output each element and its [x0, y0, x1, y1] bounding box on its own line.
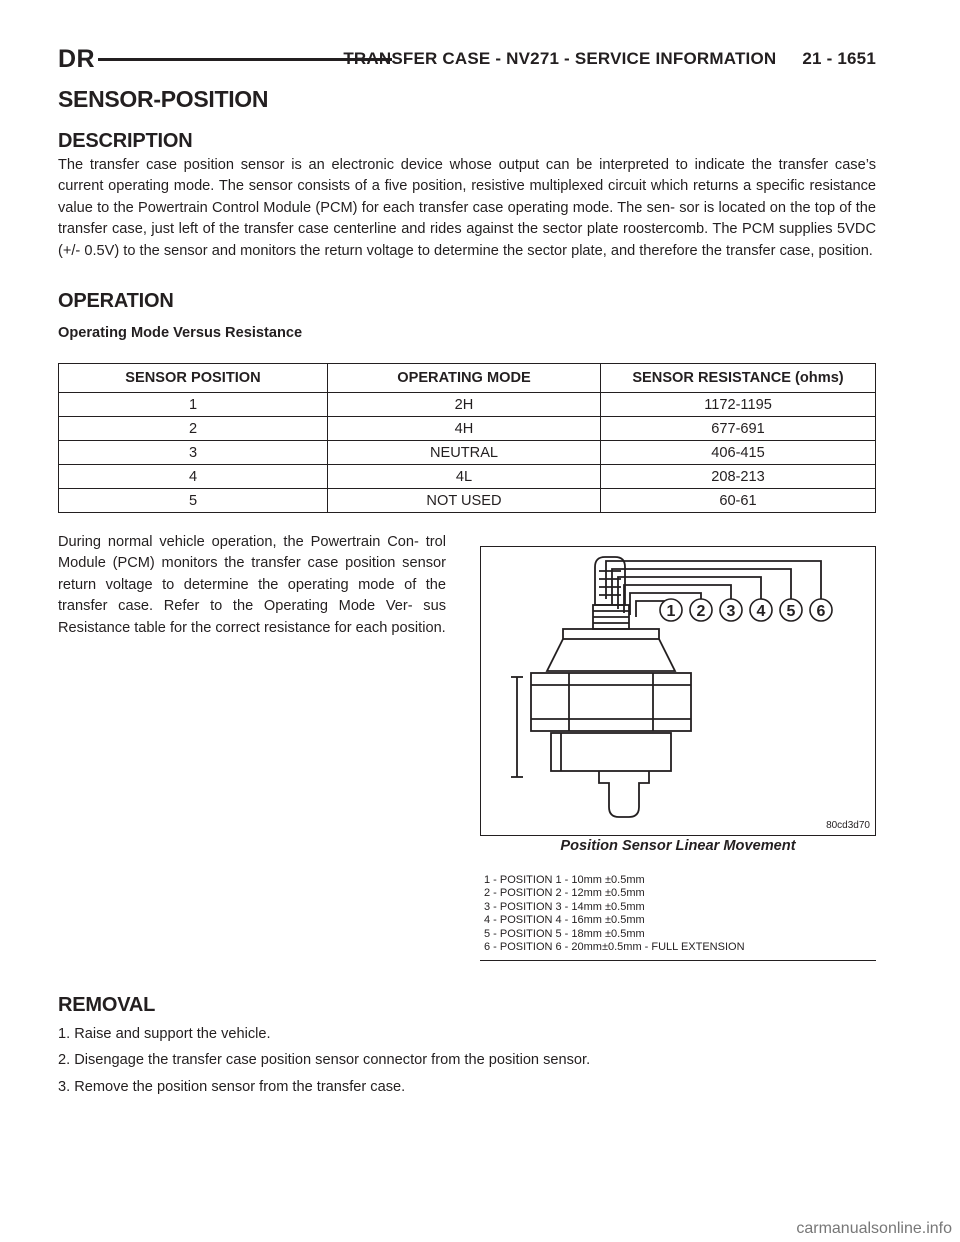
- callout-label: 2: [696, 603, 706, 620]
- watermark: carmanualsonline.info: [796, 1220, 952, 1237]
- removal-heading: REMOVAL: [58, 994, 156, 1016]
- table-cell: 1: [59, 393, 328, 417]
- table-cell: 406-415: [601, 441, 876, 465]
- table-row: [59, 489, 876, 513]
- description-text: The transfer case position sensor is an electronic device whose output can be interpreted to indicate the transfer case’s current operating mode. The sensor consists of a five position, resistive multiplexed circuit which returns a specific resistance value to the Powertrain Control Module (PCM) for each transfer case operating mode. The sen- sor is located on the top of the transfer case, just left of the transfer case centerline and rides against the sector plate roostercomb. The PCM supplies 5VDC (+/- 0.5V) to the sensor and monitors the return voltage to determine the sector plate, and therefore the transfer case, position.: [58, 157, 876, 259]
- callout-label: 4: [756, 603, 766, 620]
- table-row: [59, 417, 876, 441]
- table-cell: NOT USED: [328, 489, 601, 513]
- figure-code: 80cd3d70: [826, 820, 870, 831]
- legend-item: 3 - POSITION 3 - 14mm ±0.5mm: [484, 900, 645, 913]
- operation-text: During normal vehicle operation, the Powertrain Con- trol Module (PCM) monitors the transfer case position sensor return voltage to determine the operating mode of the transfer case. Refer to the Operating Mode Ver- sus Resistance table for the correct resistance for each position.: [58, 534, 446, 636]
- table-cell: 4H: [328, 417, 601, 441]
- position-sensor-figure: [480, 546, 876, 836]
- legend-item: 2 - POSITION 2 - 12mm ±0.5mm: [484, 887, 645, 900]
- page-title: SENSOR-POSITION: [58, 86, 269, 112]
- list-item: 3. Remove the position sensor from the transfer case.: [58, 1078, 406, 1095]
- legend-item: 6 - POSITION 6 - 20mm±0.5mm - FULL EXTENSION: [484, 941, 745, 954]
- legend-divider: [480, 960, 876, 961]
- column-header: SENSOR POSITION: [59, 364, 328, 393]
- operation-heading: OPERATION: [58, 290, 174, 312]
- table-cell: 208-213: [601, 465, 876, 489]
- legend-item: 5 - POSITION 5 - 18mm ±0.5mm: [484, 927, 645, 940]
- figure-legend: [484, 874, 745, 954]
- header-section: [343, 44, 876, 74]
- table-title: Operating Mode Versus Resistance: [58, 325, 303, 341]
- operating-mode-table: [58, 363, 876, 513]
- table-cell: 4L: [328, 465, 601, 489]
- column-header: SENSOR RESISTANCE (ohms): [601, 364, 876, 393]
- table-cell: 5: [59, 489, 328, 513]
- table-cell: 677-691: [601, 417, 876, 441]
- table-row: [59, 465, 876, 489]
- list-item: 2. Disengage the transfer case position sensor connector from the position sensor.: [58, 1052, 591, 1069]
- column-header: OPERATING MODE: [328, 364, 601, 393]
- header-title: TRANSFER CASE - NV271 - SERVICE INFORMATION: [343, 49, 777, 68]
- table-cell: 3: [59, 441, 328, 465]
- table-row: [59, 393, 876, 417]
- table-cell: 2: [59, 417, 328, 441]
- figure-caption: Position Sensor Linear Movement: [560, 838, 796, 854]
- callout-label: 1: [666, 603, 676, 620]
- table-header-row: [59, 364, 876, 393]
- legend-item: 4 - POSITION 4 - 16mm ±0.5mm: [484, 914, 645, 927]
- table-cell: 1172-1195: [601, 393, 876, 417]
- page-header: [58, 44, 876, 74]
- callout-label: 5: [786, 603, 796, 620]
- table-cell: 60-61: [601, 489, 876, 513]
- header-model: DR: [58, 45, 96, 73]
- legend-item: 1 - POSITION 1 - 10mm ±0.5mm: [484, 874, 645, 886]
- table-cell: 4: [59, 465, 328, 489]
- callout-label: 3: [726, 603, 736, 620]
- callout-label: 6: [816, 603, 826, 620]
- description-heading: DESCRIPTION: [58, 130, 193, 152]
- table-row: [59, 441, 876, 465]
- table-cell: NEUTRAL: [328, 441, 601, 465]
- page-number: 21 - 1651: [802, 49, 876, 68]
- table-cell: 2H: [328, 393, 601, 417]
- list-item: 1. Raise and support the vehicle.: [58, 1026, 271, 1042]
- position-sensor-illustration: [481, 547, 875, 835]
- removal-steps: [58, 1024, 590, 1103]
